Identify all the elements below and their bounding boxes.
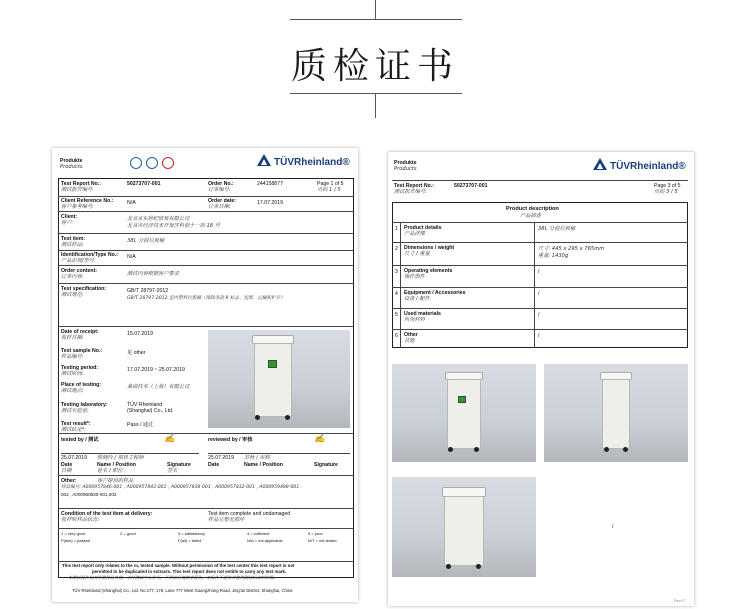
- name-header-2: Name / Position: [244, 462, 283, 468]
- signature-header-2: Signature: [314, 462, 338, 468]
- order-content-label: Order content:: [61, 268, 98, 274]
- legend-item: N/T = not tested: [308, 538, 337, 543]
- reviewed-by-label: reviewed by / 审核: [208, 437, 253, 443]
- page-number: Page 3 of 5: [654, 183, 681, 189]
- tester-signature: ✍: [164, 434, 176, 444]
- client-ref-label: Client Reference No.:: [61, 198, 114, 204]
- wheel-icon: [476, 564, 481, 569]
- place-value: 莱茵技术（上海）有限公司: [127, 384, 190, 390]
- report-no-label-cn: 测试报告编号:: [394, 189, 427, 195]
- page-footer: Rev.07: [674, 599, 686, 603]
- table-title: Product description: [506, 206, 559, 212]
- report-no-value: 50273707-001: [454, 183, 488, 189]
- row-number: 2: [395, 246, 398, 252]
- tested-by-label: tested by / 测试: [61, 437, 99, 443]
- row-number: 5: [395, 312, 398, 318]
- report-no-label: Test Report No.:: [394, 183, 434, 189]
- row-value: /: [538, 291, 540, 297]
- row-label: Operating elements: [404, 268, 453, 274]
- product-description-table: [392, 202, 688, 348]
- page-heading: 质检证书: [290, 46, 459, 87]
- company-small-en: Products: [60, 164, 83, 170]
- row-label-cn: 产品详情: [404, 231, 425, 237]
- spec-label-cn: 测试规范:: [61, 292, 84, 298]
- test-item-value: 38L 分段垃圾桶: [127, 238, 165, 244]
- bin-body: [254, 343, 292, 417]
- ident-value: N/A: [127, 254, 136, 260]
- row-label: Used materials: [404, 311, 441, 317]
- certificate-page-3: [388, 152, 694, 606]
- other-label: Other:: [61, 478, 77, 484]
- reviewer-date: 25.07.2019: [208, 455, 234, 461]
- row-label-cn: 其他: [404, 338, 415, 344]
- wheel-icon: [448, 447, 453, 452]
- certificate-page-1: [52, 148, 358, 602]
- spec-value-2: GB/T 28797-2012 室内塑料垃圾桶（排除条款 8 标志、包装、运输和贮存）: [127, 296, 286, 301]
- client-ref-value: N/A: [127, 200, 136, 206]
- cnas-logo-icon: [146, 157, 158, 169]
- disclaimer-line-2: permitted to be duplicated in extracts. This test report does not entitle to carry any test mark.: [92, 569, 287, 574]
- receipt-label: Date of receipt:: [61, 329, 99, 335]
- client-name: 北京京东世纪贸易有限公司: [127, 216, 190, 222]
- name-header-cn: 姓名 / 职位: [97, 468, 123, 474]
- period-value: 17.07.2019 ~ 25.07.2019: [127, 367, 185, 373]
- legend-item: N/A = not applicable: [247, 538, 283, 543]
- reviewer-name: 苏秋 / 审核: [244, 455, 270, 461]
- tester-date: 25.07.2019: [61, 455, 87, 461]
- spec-value-1: GB/T 28797-2012: [127, 288, 169, 294]
- client-label: Client:: [61, 214, 78, 220]
- sample-numbers-line-2: 002 , A000960630-001,002: [61, 492, 117, 497]
- row-label: Dimensions / weight: [404, 245, 455, 251]
- heading-rule-bottom: [290, 93, 462, 94]
- row-number: 4: [395, 291, 398, 297]
- condition-value: Test item complete and undamaged: [208, 511, 291, 517]
- row-value: /: [538, 312, 540, 318]
- tester-name: 徐晓玲 / 项目工程师: [97, 455, 144, 461]
- heading-tick-bottom: [375, 93, 376, 118]
- row-number: 6: [395, 333, 398, 339]
- lab-label: Testing laboratory:: [61, 402, 108, 408]
- row-label-cn: 尺寸 / 重量: [404, 251, 430, 257]
- result-value: Pass / 通过: [127, 422, 154, 428]
- product-photo-front: [392, 364, 536, 462]
- row-label: Product details: [404, 225, 442, 231]
- signature-header: Signature: [167, 462, 191, 468]
- row-number: 1: [395, 226, 398, 232]
- company-small-de: Produkte: [394, 160, 417, 166]
- legend-item: 3 = satisfactory: [178, 531, 206, 536]
- condition-label-cn: 收样时样品状态:: [61, 517, 100, 523]
- other-text: 客户提供的样品: [97, 478, 134, 484]
- product-photo-top: [392, 477, 536, 577]
- row-label-cn: 所用材料: [404, 317, 425, 323]
- company-small-de: Produkte: [60, 158, 83, 164]
- result-label-cn: 测试结论*:: [61, 427, 87, 433]
- order-content-value: 测试内容根据客户要求: [127, 271, 179, 277]
- sample-label-cn: 样品编号:: [61, 354, 84, 360]
- bin-label-icon: [268, 360, 277, 368]
- report-no-label: Test Report No.:: [61, 181, 101, 187]
- page-number: Page 1 of 5: [317, 181, 344, 187]
- row-label: Equipment / Accessories: [404, 290, 466, 296]
- table-title-cn: 产品描述: [520, 213, 541, 219]
- company-small-en: Products: [394, 166, 417, 172]
- report-no-value: 50273707-001: [127, 181, 161, 187]
- receipt-value: 15.07.2019: [127, 331, 153, 337]
- heading-tick-top: [375, 0, 376, 19]
- condition-value-cn: 样品完整无损坏: [208, 517, 245, 523]
- place-label-cn: 测试地点:: [61, 388, 84, 394]
- tuv-brand: TÜVRheinland®: [610, 161, 686, 172]
- lab-value-1: TÜV Rheinland: [127, 402, 163, 408]
- ident-label: Identification/Type No.:: [61, 252, 118, 258]
- wheel-icon: [285, 415, 290, 420]
- heading-rule-top: [290, 19, 462, 20]
- row-label: Other: [404, 332, 418, 338]
- row-number: 3: [395, 269, 398, 275]
- sample-label: Test sample No.:: [61, 348, 103, 354]
- spec-label: Test specification:: [61, 286, 107, 292]
- lab-value-2: (Shanghai) Co., Ltd.: [127, 408, 174, 414]
- row-label-cn: 操作部件: [404, 274, 425, 280]
- row-value-2: 重量: 1430g: [538, 253, 569, 259]
- report-no-label-cn: 测试报告编号:: [61, 187, 94, 193]
- client-label-cn: 客户:: [61, 220, 74, 226]
- result-label: Test result*:: [61, 421, 91, 427]
- legend-item: 2 = good: [120, 531, 136, 536]
- condition-label: Condition of the test item at delivery:: [61, 511, 153, 517]
- order-no-label-cn: 订单编号:: [208, 187, 231, 193]
- row-label-cn: 设备 / 配件: [404, 296, 430, 302]
- disclaimer-cn: 本测试报告仅对所测样品有效，未经测试中心许可，不得部分复制本报告，本报告不能作为使用测试标志的依据。: [68, 575, 278, 580]
- page-footer: TÜV Rheinland (Shanghai) Co., Ltd. No.177, 178, Lane 777 West Guangzhong Road, Jing'an District, Shanghai, China: [72, 588, 293, 593]
- row-value: 38L 分段垃圾桶: [538, 226, 576, 232]
- period-label: Testing period:: [61, 365, 99, 371]
- order-no-value: 244158877: [257, 181, 283, 187]
- date-header-2: Date: [208, 462, 220, 468]
- place-label: Place of testing:: [61, 382, 102, 388]
- ident-label-cn: 产品识别/型号:: [61, 258, 96, 264]
- date-header: Date: [61, 462, 73, 468]
- wheel-icon: [255, 415, 260, 420]
- legend-item: 5 = poor: [308, 531, 323, 536]
- sample-photo: [208, 330, 350, 428]
- row-value: /: [538, 269, 540, 275]
- lab-label-cn: 测试实验室:: [61, 408, 89, 414]
- client-ref-label-cn: 客户参考编号:: [61, 204, 94, 210]
- order-date-value: 17.07.2019: [257, 200, 283, 206]
- order-date-label-cn: 订单日期:: [208, 204, 231, 210]
- photo-note: /: [612, 524, 614, 530]
- order-no-label: Order No.:: [208, 181, 234, 187]
- period-label-cn: 测试时间:: [61, 371, 84, 377]
- row-value: /: [538, 333, 540, 339]
- page-number-cn: 页码 3 / 5: [654, 189, 678, 195]
- cma-logo-icon: [162, 157, 174, 169]
- signature-header-cn: 签名: [167, 468, 178, 474]
- test-item-label-cn: 测试样品:: [61, 242, 84, 248]
- date-header-cn: 日期: [61, 468, 72, 474]
- disclaimer-line-1: This test report only relates to the m, tested sample. Without permission of the test center this test report is not: [62, 563, 295, 568]
- name-header: Name / Position: [97, 462, 136, 468]
- wheel-icon: [446, 564, 451, 569]
- page-number-cn: 页码 1 / 5: [317, 187, 341, 193]
- wheel-icon: [604, 447, 609, 452]
- sample-numbers-line-1: 样品编号: A000957846-001 , A000957843-001 , A000957838-001 , A000957832-001 , A000959488-001 -: [61, 485, 303, 490]
- product-photo-side: [544, 364, 688, 462]
- order-content-label-cn: 订单内容:: [61, 274, 84, 280]
- sample-value: 见 other: [127, 350, 146, 356]
- tuv-triangle-icon: [257, 154, 271, 166]
- legend-item: 1 = very good: [61, 531, 86, 536]
- legend-item: F(ail) = failed: [178, 538, 202, 543]
- client-address: 北京市经济技术开发区科创十一街 18 号: [127, 223, 220, 229]
- accreditation-logo-icon: [130, 157, 142, 169]
- tuv-brand: TÜVRheinland®: [274, 157, 350, 168]
- test-item-label: Test item:: [61, 236, 86, 242]
- receipt-label-cn: 收样日期:: [61, 335, 84, 341]
- row-value: 尺寸: 445 x 295 x 765mm: [538, 246, 605, 252]
- tuv-triangle-icon: [593, 158, 607, 170]
- reviewer-signature: ✍: [314, 434, 326, 444]
- bin-label-icon: [458, 396, 466, 403]
- wheel-icon: [474, 447, 479, 452]
- order-date-label: Order date:: [208, 198, 236, 204]
- legend-item: 4 = sufficient: [247, 531, 270, 536]
- legend-item: P(ass) = passed: [61, 538, 91, 543]
- wheel-icon: [623, 447, 628, 452]
